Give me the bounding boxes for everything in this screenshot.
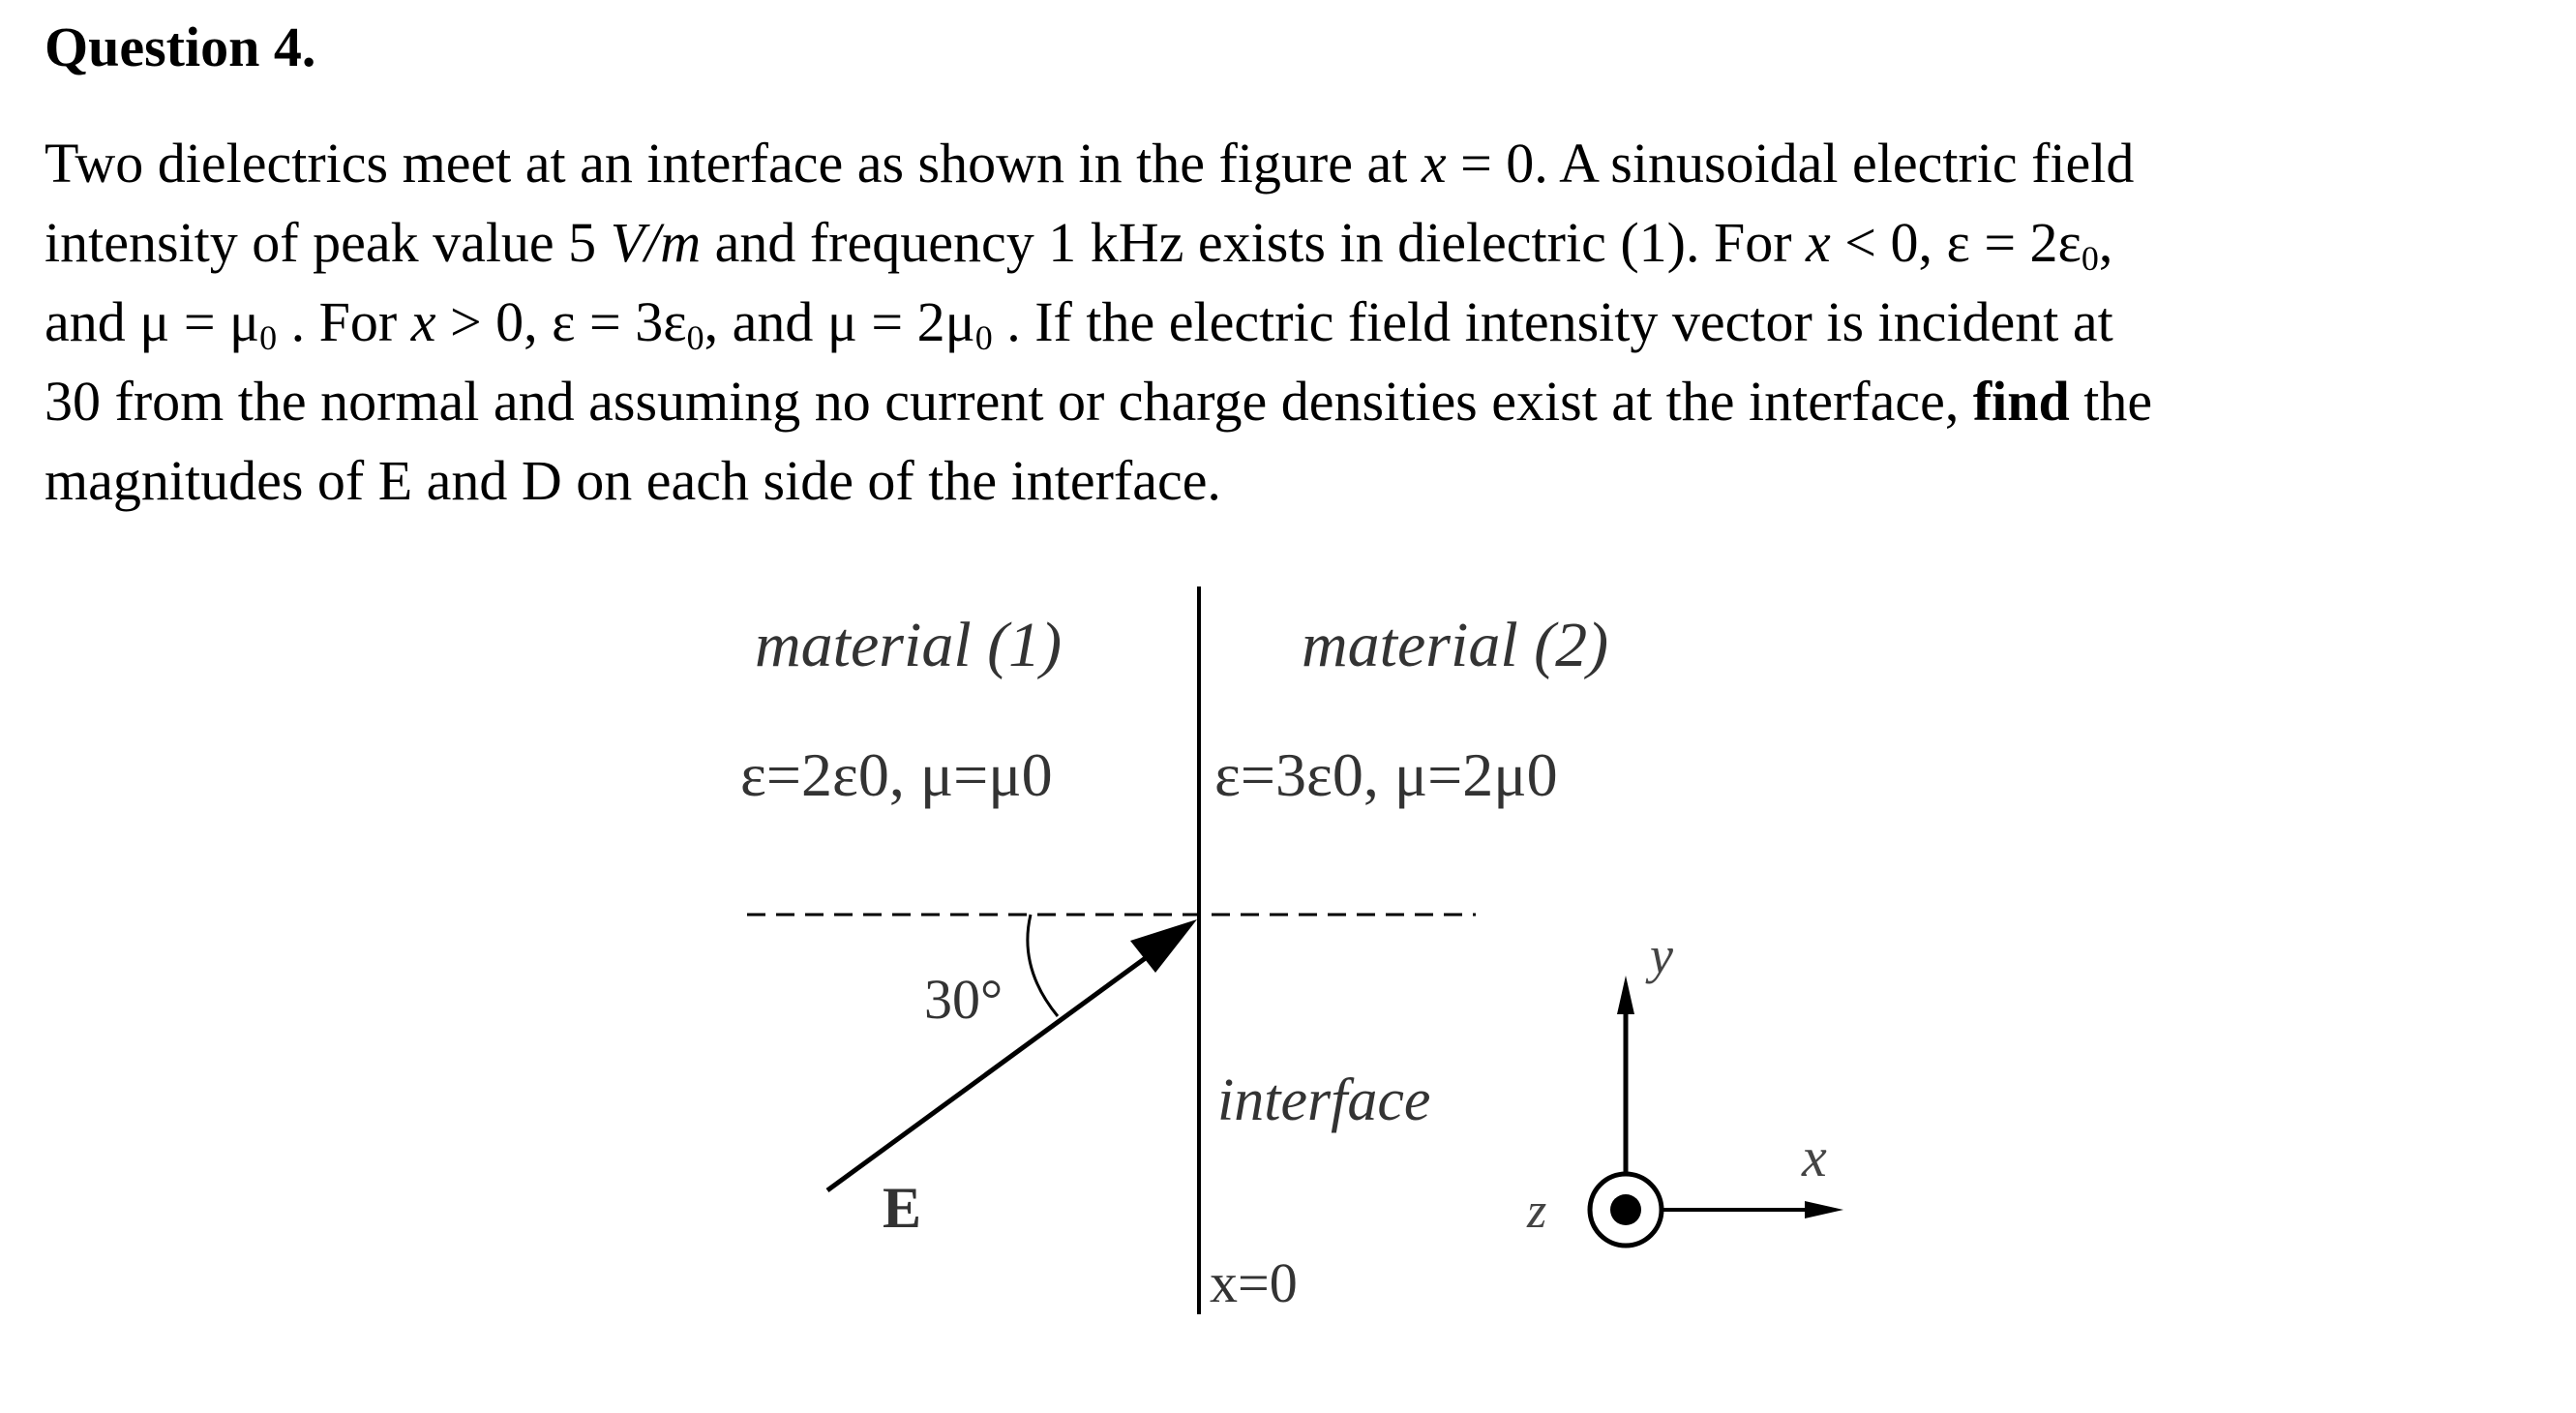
y-axis-label: y <box>1650 926 1673 984</box>
e-vector-label: E <box>883 1176 922 1240</box>
angle-arc <box>1028 915 1058 1016</box>
position-label: x=0 <box>1210 1251 1298 1314</box>
paragraph-line-4: 30 from the normal and assuming no current or charge densities exist at the interface, find the <box>45 370 2153 433</box>
material-2-label: material (2) <box>1302 610 1609 680</box>
interface-label: interface <box>1217 1067 1431 1133</box>
z-axis-dot <box>1610 1194 1641 1225</box>
paragraph-line-5: magnitudes of E and D on each side of the interface. <box>45 449 1221 512</box>
question-heading: Question 4. <box>45 15 316 78</box>
paragraph-line-2: intensity of peak value 5 V/m and frequency 1 kHz exists in dielectric (1). For x < 0, $\varepsilon = 2\varepsilon_0$, <box>45 211 2113 278</box>
material-2-properties: ε=3ε0, μ=2μ0 <box>1214 740 1558 809</box>
z-axis-label: z <box>1527 1184 1547 1239</box>
material-1-properties: ε=2ε0, μ=μ0 <box>740 740 1053 809</box>
y-axis-arrowhead <box>1617 976 1634 1014</box>
x-axis-label: x <box>1802 1126 1827 1188</box>
paragraph-line-3: and $\mu = \mu_0$ . For x > 0, $\varepsilon = 3\varepsilon_0$, and $\mu = 2\mu_0$ . If the electric field intensity vector is incident at <box>45 290 2113 357</box>
paragraph-line-1: Two dielectrics meet at an interface as shown in the figure at x = 0. A sinusoidal electric field <box>45 132 2135 195</box>
x-axis-arrowhead <box>1805 1201 1843 1218</box>
material-1-label: material (1) <box>755 610 1063 680</box>
angle-label: 30° <box>924 968 1003 1031</box>
